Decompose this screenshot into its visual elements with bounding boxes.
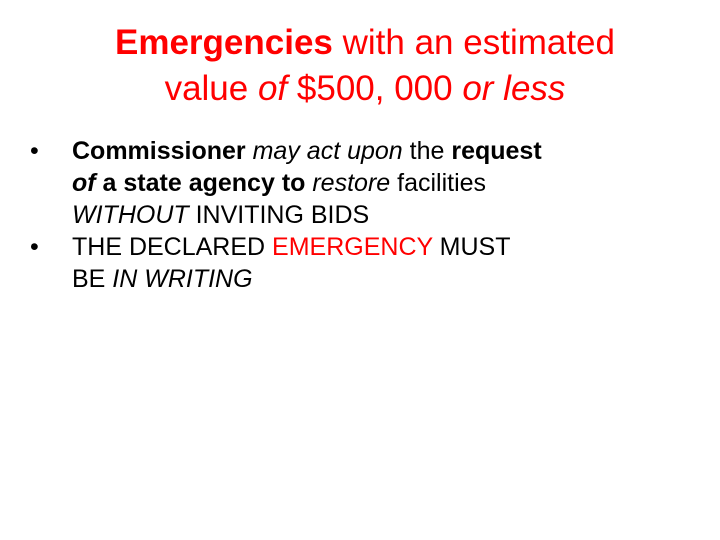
title-text: value [164, 69, 258, 108]
bullet-text: WITHOUT [72, 201, 189, 229]
bullet-text: a state agency to [95, 169, 313, 197]
title-emergencies: Emergencies [115, 23, 333, 62]
bullet-text: facilities [390, 169, 487, 197]
bullet-text: the [409, 137, 452, 165]
bullet-text: request [451, 137, 542, 165]
bullet-item [0, 231, 700, 295]
title-or-less: or less [462, 69, 566, 108]
bullet-text: Commissioner [72, 137, 253, 165]
bullet-text-emergency: EMERGENCY [272, 233, 433, 261]
title-text: with an estimated [332, 23, 615, 62]
bullet-dot: • [30, 137, 39, 165]
title-of: of [257, 69, 288, 108]
bullet-dot: • [30, 233, 39, 261]
bullet-text: of [72, 169, 96, 197]
bullet-text: INVITING BIDS [188, 201, 370, 229]
bullet-text: may act upon [252, 137, 410, 165]
bullet-text: restore [312, 169, 391, 197]
bullet-text: BE [72, 265, 113, 293]
bullet-text: THE DECLARED [72, 233, 273, 261]
slide-title [40, 20, 690, 112]
bullet-list [0, 135, 700, 295]
bullet-item [0, 135, 700, 231]
bullet-text: IN WRITING [112, 265, 253, 293]
bullet-text: MUST [432, 233, 511, 261]
title-amount: $500, 000 [287, 69, 463, 108]
